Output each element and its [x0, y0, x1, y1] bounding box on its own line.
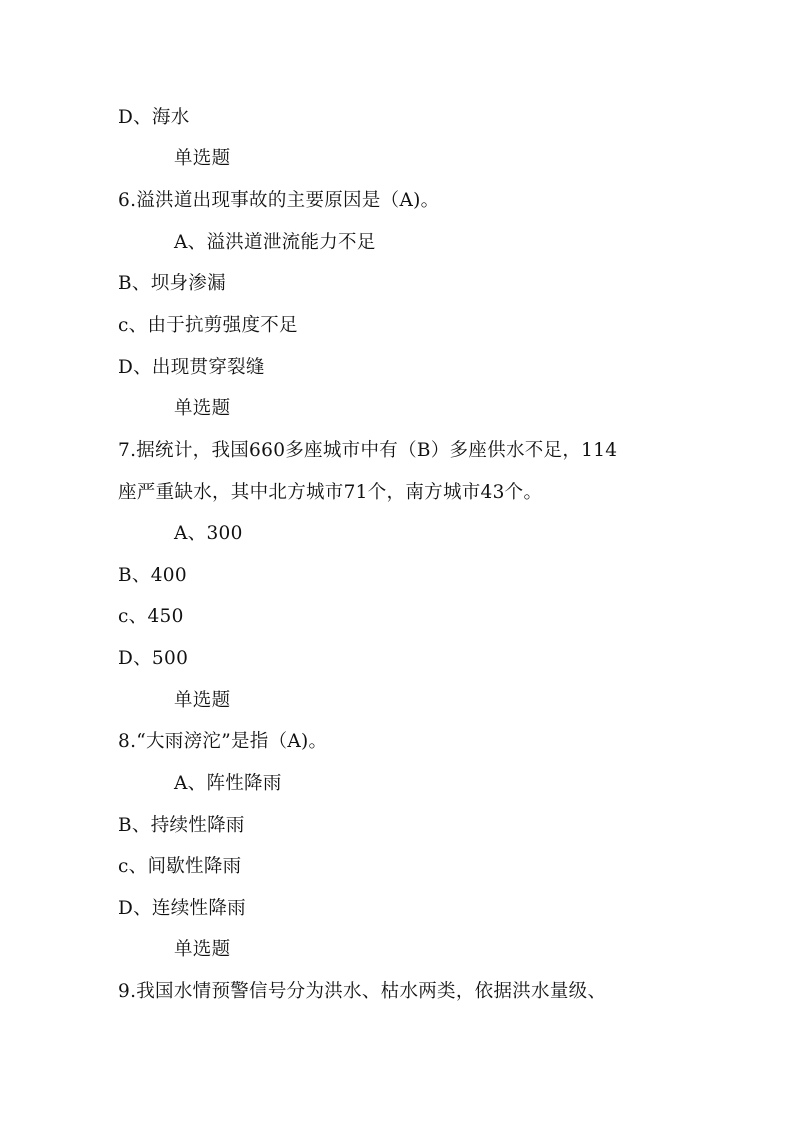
q6-type-label: 单选题 — [174, 148, 231, 169]
q7-question-line1: 7.据统计，我国660多座城市中有（B）多座供水不足，114 — [118, 440, 618, 461]
q8-option-a: A、阵性降雨 — [174, 773, 282, 794]
q7-option-a: A、300 — [174, 523, 243, 544]
q7-type-label: 单选题 — [174, 398, 231, 419]
q6-option-a: A、溢洪道泄流能力不足 — [174, 232, 376, 253]
q6-option-c: c、由于抗剪强度不足 — [118, 315, 298, 336]
q7-option-b: B、400 — [118, 565, 187, 586]
q7-option-d: D、500 — [118, 648, 189, 669]
q8-question: 8.“大雨滂沱”是指（A)。 — [118, 731, 328, 752]
q6-option-d: D、出现贯穿裂缝 — [118, 357, 265, 378]
q9-question-line1: 9.我国水情预警信号分为洪水、枯水两类，依据洪水量级、 — [118, 981, 607, 1002]
q8-option-c: c、间歇性降雨 — [118, 856, 242, 877]
q8-option-d: D、连续性降雨 — [118, 898, 246, 919]
q5-option-d: D、海水 — [118, 107, 190, 128]
q8-option-b: B、持续性降雨 — [118, 815, 245, 836]
q6-question: 6.溢洪道出现事故的主要原因是（A)。 — [118, 190, 440, 211]
q7-question-line2: 座严重缺水，其中北方城市71个，南方城市43个。 — [118, 482, 543, 503]
q8-type-label: 单选题 — [174, 690, 231, 711]
q9-type-label: 单选题 — [174, 939, 231, 960]
q7-option-c: c、450 — [118, 606, 184, 627]
q6-option-b: B、坝身渗漏 — [118, 273, 226, 294]
